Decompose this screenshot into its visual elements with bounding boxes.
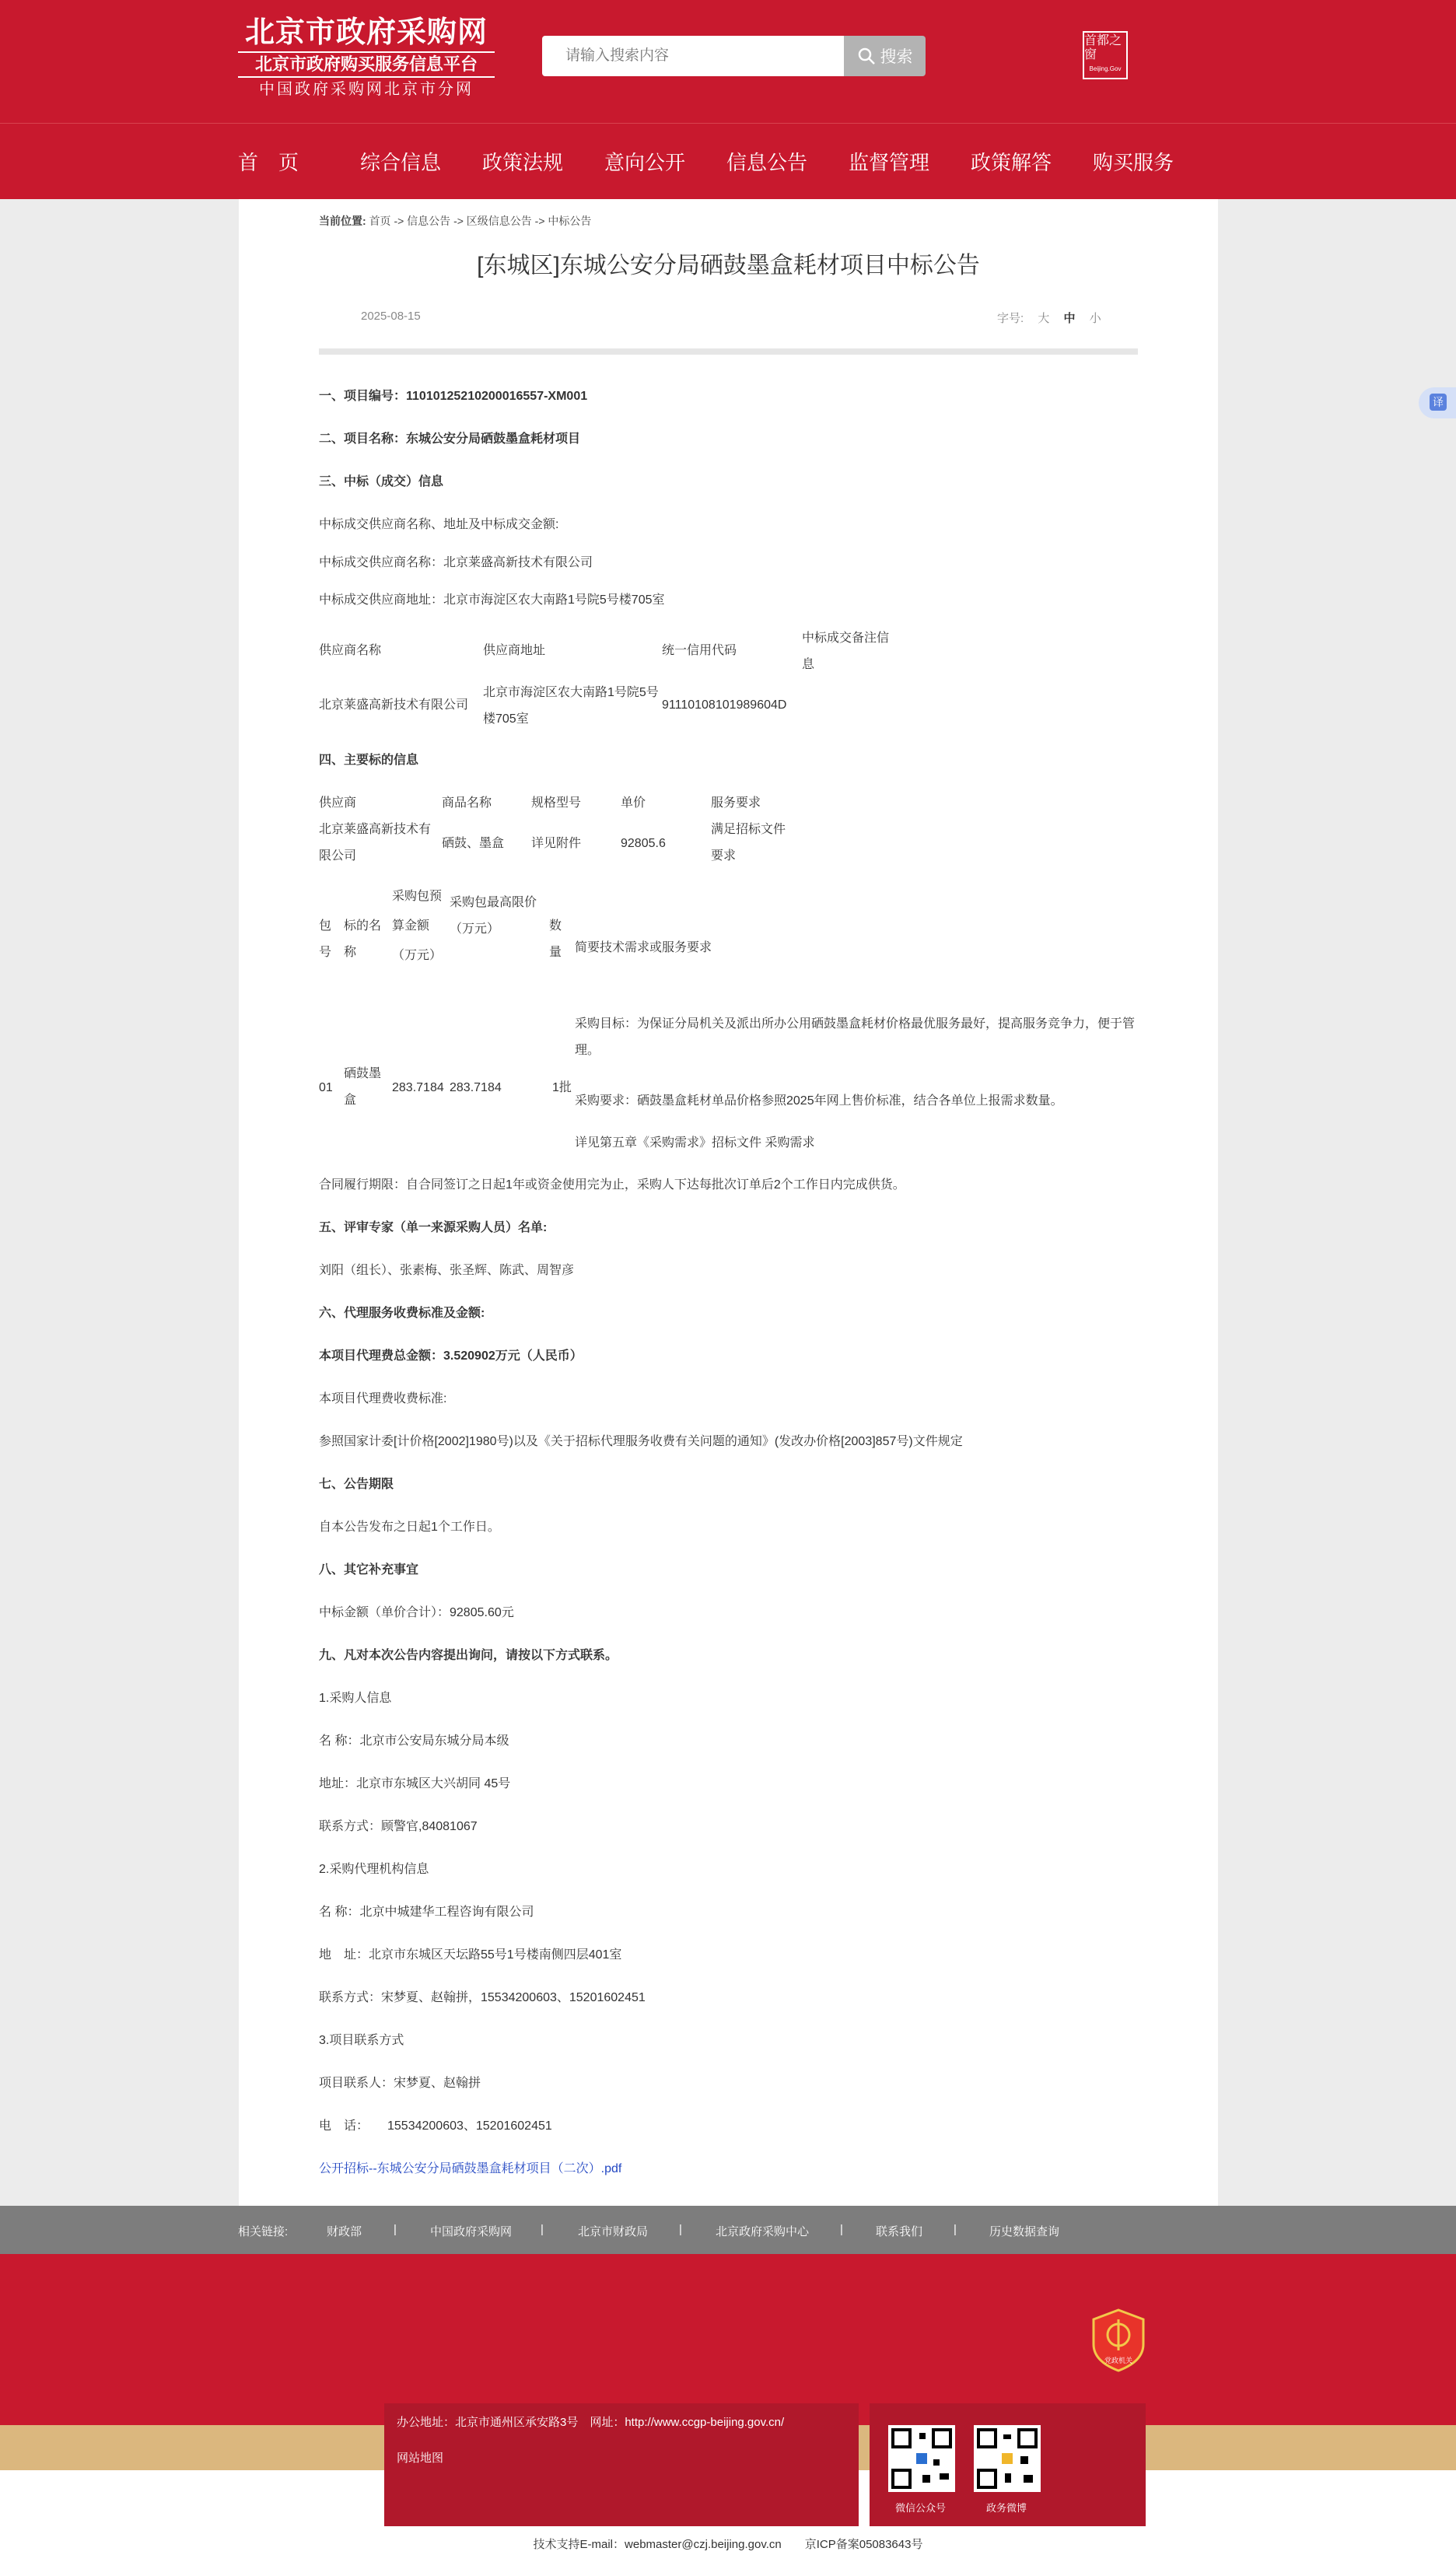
capital-window-logo[interactable]: [1083, 31, 1128, 79]
purchaser-contact: 联系方式：顾警官,84081067: [319, 1820, 478, 1833]
related-links-label: 相关链接:: [238, 2225, 289, 2238]
section-main-items: 四、主要标的信息: [319, 754, 419, 767]
party-government-badge-icon[interactable]: [1090, 2308, 1146, 2372]
t3-cell-item-name: 硒鼓墨盒: [344, 1067, 382, 1107]
attachment-link[interactable]: 公开招标--东城公安分局硒鼓墨盒耗材项目（二次）.pdf: [319, 2162, 622, 2175]
t1-header-remark: 中标成交备注信息: [802, 632, 890, 671]
search-input[interactable]: [542, 36, 844, 76]
t3-header-max-price: 采购包最高限价（万元）: [450, 896, 537, 936]
nav-intentions[interactable]: 意向公开: [604, 151, 686, 174]
weibo-qr-code: [974, 2425, 1041, 2492]
purchaser-name: 名 称：北京市公安局东城分局本级: [319, 1734, 509, 1748]
purchaser-address: 地址：北京市东城区大兴胡同 45号: [319, 1777, 511, 1790]
project-contact-person: 项目联系人：宋梦夏、赵翰拼: [319, 2077, 481, 2090]
section-announcement-period: 七、公告期限: [319, 1478, 394, 1491]
project-contact-phone: 电 话： 15534200603、15201602451: [319, 2119, 552, 2133]
project-contact-heading: 3.项目联系方式: [319, 2034, 404, 2047]
link-beijing-finance[interactable]: 北京市财政局: [578, 2225, 649, 2238]
purchaser-info-heading: 1.采购人信息: [319, 1692, 392, 1705]
footer-sitemap-link[interactable]: 网站地图: [397, 2452, 444, 2465]
t3-cell-package-no: 01: [319, 1081, 333, 1094]
t2-header-spec: 规格型号: [531, 796, 582, 810]
t2-cell-unit-price: 92805.6: [621, 837, 666, 850]
experts-list: 刘阳（组长）、张素梅、张圣辉、陈武、周智彦: [319, 1264, 575, 1277]
link-separator: |: [394, 2223, 397, 2236]
translate-float-button[interactable]: [1419, 387, 1456, 418]
section-project-number: 一、项目编号：11010125210200016557-XM001: [319, 390, 588, 403]
t3-cell-max-price: 283.7184: [450, 1081, 502, 1094]
logo-subtitle: 北京市政府购买服务信息平台: [238, 51, 495, 78]
nav-general-info[interactable]: 综合信息: [360, 151, 442, 174]
nav-home[interactable]: 首 页: [238, 151, 299, 174]
t3-header-requirements: 简要技术需求或服务要求: [575, 941, 712, 954]
award-supplier-address: 中标成交供应商地址：北京市海淀区农大南路1号院5号楼705室: [319, 593, 665, 607]
site-logo[interactable]: [238, 16, 495, 101]
font-size-small[interactable]: 小: [1089, 312, 1101, 325]
t3-req-goal: 采购目标：为保证分局机关及派出所办公用硒鼓墨盒耗材价格最优服务最好，提高服务竞争力，便于管理。: [575, 1017, 1136, 1057]
section-award-info: 三、中标（成交）信息: [319, 475, 444, 488]
weibo-qr-label: 政务微博: [986, 2502, 1027, 2514]
t2-cell-product: 硒鼓、墨盒: [442, 837, 505, 850]
logo-subtitle-2: 中国政府采购网北京市分网: [259, 81, 474, 98]
t2-header-service: 服务要求: [711, 796, 761, 810]
tech-support-line: 技术支持E-mail：webmaster@czj.beijing.gov.cn 京ICP备案05083643号: [533, 2538, 923, 2551]
breadcrumb: [319, 213, 591, 229]
search-icon: [857, 47, 876, 65]
title-divider: [319, 348, 1138, 355]
nav-policy-qa[interactable]: 政策解答: [971, 151, 1052, 174]
t1-cell-address: 北京市海淀区农大南路1号院5号楼705室: [483, 686, 659, 726]
nav-policies[interactable]: 政策法规: [482, 151, 564, 174]
link-ccgp[interactable]: 中国政府采购网: [430, 2225, 513, 2238]
t3-req-requirements: 采购要求：硒鼓墨盒耗材单品价格参照2025年网上售价标准，结合各单位上报需求数量。: [575, 1094, 1063, 1108]
t3-cell-budget: 283.7184: [392, 1081, 444, 1094]
t3-header-quantity: 数量: [549, 919, 562, 959]
translate-icon: 译: [1430, 394, 1447, 411]
agency-address: 地 址：北京市东城区天坛路55号1号楼南侧四层401室: [319, 1948, 622, 1962]
t1-cell-supplier: 北京莱盛高新技术有限公司: [319, 698, 469, 712]
t3-header-item-name: 标的名称: [344, 919, 382, 959]
related-links-bar: [0, 2206, 1456, 2254]
link-mof[interactable]: 财政部: [327, 2225, 362, 2238]
font-size-label: 字号:: [997, 312, 1024, 325]
t3-req-details: 详见第五章《采购需求》招标文件 采购需求: [575, 1136, 815, 1150]
link-separator: |: [954, 2223, 957, 2236]
main-nav: [0, 123, 1456, 199]
wechat-qr-code: [888, 2425, 955, 2492]
section-agency-fee: 六、代理服务收费标准及金额:: [319, 1307, 485, 1320]
agency-fee-standard-label: 本项目代理费收费标准:: [319, 1392, 447, 1405]
wechat-qr-label: 微信公众号: [895, 2502, 947, 2514]
t1-header-credit-code: 统一信用代码: [662, 644, 737, 657]
site-header: [0, 0, 1456, 123]
t1-header-supplier: 供应商名称: [319, 644, 382, 657]
logo-title: 北京市政府采购网: [244, 16, 488, 49]
section-experts: 五、评审专家（单一来源采购人员）名单:: [319, 1221, 548, 1234]
t2-cell-spec: 详见附件: [531, 837, 582, 850]
footer-info-box: [384, 2403, 859, 2526]
t2-header-supplier: 供应商: [319, 796, 357, 810]
award-supplier-name: 中标成交供应商名称：北京莱盛高新技术有限公司: [319, 556, 593, 569]
page-title: [东城区]东城公安分局硒鼓墨盒耗材项目中标公告: [477, 253, 980, 278]
t3-header-budget: 采购包预算金额（万元）: [392, 890, 443, 962]
link-history-data[interactable]: 历史数据查询: [989, 2225, 1060, 2238]
t1-cell-credit-code: 91110108101989604D: [662, 698, 787, 712]
t3-cell-quantity: 1批: [552, 1081, 572, 1094]
t3-header-package-no: 包号: [319, 919, 332, 959]
font-size-medium[interactable]: 中: [1063, 312, 1076, 325]
search-button[interactable]: [844, 36, 926, 76]
badge-text: 党政机关: [1104, 2357, 1133, 2364]
t2-cell-service: 满足招标文件要求: [711, 823, 786, 863]
breadcrumb-label: 当前位置:: [319, 215, 366, 227]
font-size-large[interactable]: 大: [1038, 312, 1050, 325]
capital-logo-en: Beijing.Gov: [1089, 65, 1122, 72]
breadcrumb-path[interactable]: 首页 -> 信息公告 -> 区级信息公告 -> 中标公告: [369, 215, 592, 227]
nav-announcements[interactable]: 信息公告: [726, 151, 808, 174]
agency-fee-standard: 参照国家计委[计价格[2002]1980号)以及《关于招标代理服务收费有关问题的通知》(发改办价格[2003]857号)文件规定: [319, 1435, 963, 1448]
t2-cell-supplier: 北京莱盛高新技术有限公司: [319, 823, 432, 863]
contract-period: 合同履行期限：自合同签订之日起1年或资金使用完为止，采购人下达每批次订单后2个工作日内完成供货。: [319, 1178, 905, 1192]
link-separator: |: [679, 2223, 682, 2236]
publish-date: 2025-08-15: [361, 310, 421, 323]
award-amount: 中标金额（单价合计）：92805.60元: [319, 1606, 514, 1619]
link-separator: |: [541, 2223, 544, 2236]
link-contact-us[interactable]: 联系我们: [876, 2225, 923, 2238]
footer-qr-box: [870, 2403, 1146, 2526]
nav-supervision[interactable]: 监督管理: [849, 151, 930, 174]
t2-header-product: 商品名称: [442, 796, 492, 810]
award-intro: 中标成交供应商名称、地址及中标成交金额:: [319, 518, 559, 531]
section-project-name: 二、项目名称：东城公安分局硒鼓墨盒耗材项目: [319, 432, 581, 446]
t1-header-address: 供应商地址: [483, 644, 546, 657]
article-container: [239, 199, 1218, 2206]
section-supplementary: 八、其它补充事宜: [319, 1563, 419, 1577]
footer-red-band: [0, 2254, 1456, 2425]
agency-fee-total: 本项目代理费总金额：3.520902万元（人民币）: [319, 1349, 583, 1363]
search-button-label: 搜索: [880, 48, 913, 66]
nav-purchase-services[interactable]: 购买服务: [1093, 151, 1174, 174]
section-contacts: 九、凡对本次公告内容提出询问，请按以下方式联系。: [319, 1649, 618, 1662]
agency-contact: 联系方式：宋梦夏、赵翰拼，15534200603、15201602451: [319, 1991, 646, 2004]
agency-name: 名 称：北京中城建华工程咨询有限公司: [319, 1906, 534, 1919]
announcement-period: 自本公告发布之日起1个工作日。: [319, 1521, 500, 1534]
agency-info-heading: 2.采购代理机构信息: [319, 1863, 429, 1876]
font-size-switcher: [997, 310, 1101, 326]
link-procurement-center[interactable]: 北京政府采购中心: [716, 2225, 810, 2238]
footer-address: 办公地址：北京市通州区承安路3号 网址：http://www.ccgp-beijing.gov.cn/: [397, 2416, 785, 2429]
t2-header-unit-price: 单价: [621, 796, 646, 810]
capital-logo-text: 首都之窗: [1084, 34, 1122, 61]
link-separator: |: [840, 2223, 843, 2236]
